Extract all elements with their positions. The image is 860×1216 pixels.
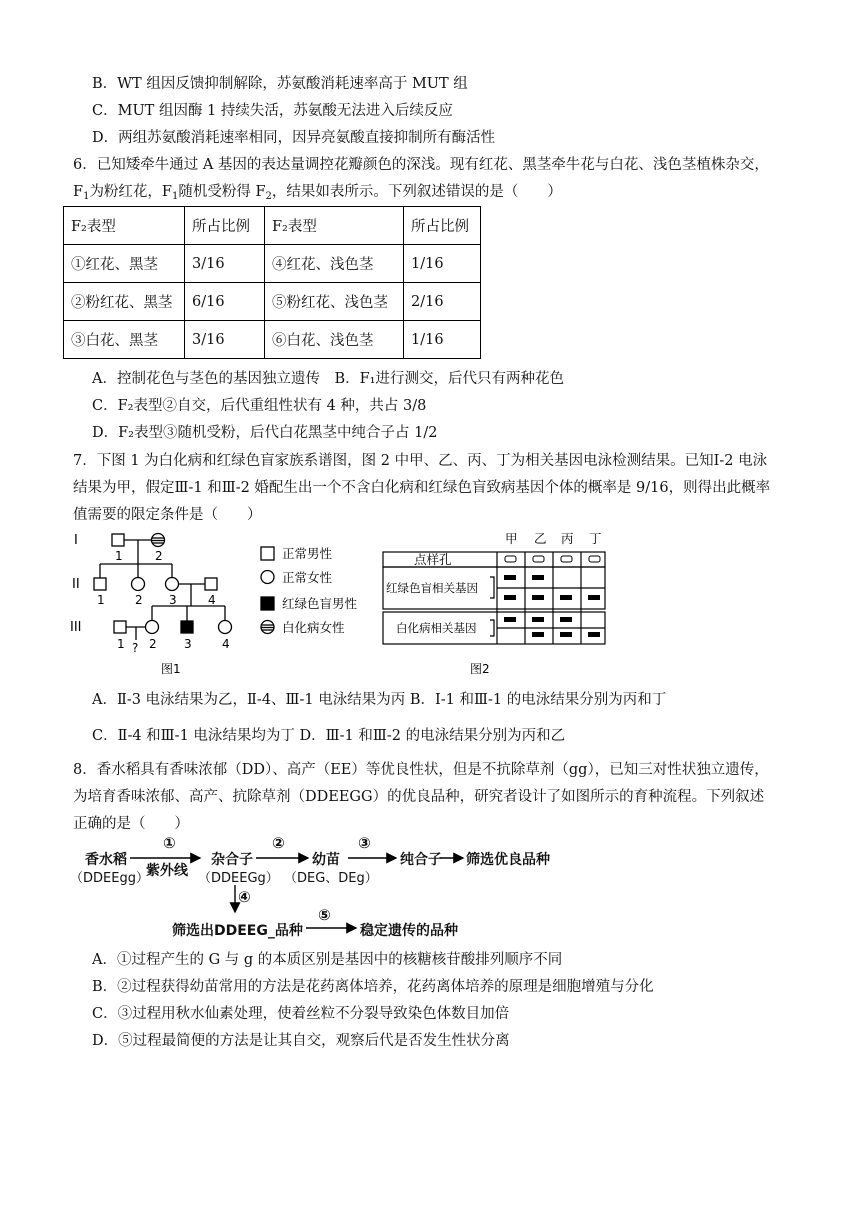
band [560,632,572,637]
individual-number: 3 [169,593,177,607]
well [505,556,516,562]
individual-number: 1 [117,637,125,651]
legend-colorblind-male-icon [261,597,274,610]
band [532,617,544,622]
flow-node-fragrant-rice: 香水稻 [85,852,127,868]
step-1-marker: ① [163,834,176,852]
band [532,595,544,600]
step-4-marker: ④ [238,888,251,906]
pedigree-II4-normal-male [205,578,217,590]
table-cell: 1/16 [404,245,481,283]
table-header-cell: F₂表型 [64,207,185,245]
unknown-offspring: ? [132,641,139,655]
fig1-caption: 图1 [161,662,181,676]
q7-options-ab: A．Ⅱ-3 电泳结果为乙，Ⅱ-4、Ⅲ-1 电泳结果为丙 B．Ⅰ-1 和Ⅲ-1 的电泳结果分别为丙和丁 [92,692,667,708]
flow-node-select-ddeeg: 筛选出DDEEG_品种 [172,923,303,939]
pedigree-III1-normal-male [114,621,126,633]
table-cell: ①红花、黑茎 [64,245,185,283]
table-header-cell: F₂表型 [265,207,404,245]
gen-label: II [72,577,80,592]
pedigree-III3-colorblind-male [181,621,193,633]
flow-node-select-best: 筛选优良品种 [466,852,550,868]
q7-stem-line2: 结果为甲，假定Ⅲ-1 和Ⅲ-2 婚配生出一个不含白化病和红绿色盲致病基因个体的概率是 9/16，则得出此概率 [73,480,771,496]
band [560,595,572,600]
q6-option-d: D．F₂表型③随机受粉，后代白花黑茎中纯合子占 1/2 [92,425,438,441]
table-header-cell: 所占比例 [404,207,481,245]
individual-number: 4 [222,637,230,651]
step-3-marker: ③ [358,834,371,852]
table-cell: ②粉红花、黑茎 [64,283,185,321]
flow-uv-label: 紫外线 [146,863,188,879]
step-5-marker: ⑤ [318,906,331,924]
electrophoresis-figure [380,530,620,680]
q8-option-b: B．②过程获得幼苗常用的方法是花药离体培养，花药离体培养的原理是细胞增殖与分化 [92,979,654,995]
band [560,617,572,622]
flow-genotype: （DDEEGg） [198,871,279,886]
step-2-marker: ② [272,834,285,852]
table-cell: 6/16 [185,283,265,321]
flow-node-stable-variety: 稳定遗传的品种 [360,923,458,939]
band [532,632,544,637]
q5-option-c: C．MUT 组因酶 1 持续失活，苏氨酸无法进入后续反应 [92,103,453,119]
individual-number: 2 [155,549,163,563]
table-cell: 3/16 [185,245,265,283]
band [504,575,516,580]
legend-normal-male-icon [261,547,274,560]
individual-number: 2 [149,637,157,651]
flow-node-heterozygote: 杂合子 [211,852,253,868]
table-cell: 2/16 [404,283,481,321]
well [589,556,600,562]
table-cell: ③白花、黑茎 [64,321,185,359]
q6-options-ab: A．控制花色与茎色的基因独立遗传 B．F₁进行测交，后代只有两种花色 [92,371,564,387]
lane-label: 丁 [589,531,602,546]
lane-label: 甲 [505,531,518,546]
q8-stem-line1: 8．香水稻具有香味浓郁（DD）、高产（EE）等优良性状，但是不抗除草剂（gg），已知三对性状独立遗传， [73,762,769,778]
pedigree-figure [68,530,378,680]
q8-option-a: A．①过程产生的 G 与 g 的本质区别是基因中的核糖核苷酸排列顺序不同 [92,952,563,968]
q6-stem-line2: $F_1$为粉红花，$F_1$随机受粉得 $F_2$，结果如表所示。下列叙述错误的是（ ） [73,184,562,202]
q6-option-c: C．F₂表型②自交，后代重组性状有 4 种，共占 3/8 [92,398,427,414]
table-row [64,245,481,283]
pedigree-II1-normal-male [94,578,106,590]
band [504,617,516,622]
row-label-wells: 点样孔 [414,552,452,567]
legend-normal-female-icon [261,571,274,584]
flow-genotype: （DEG、DEg） [284,871,378,886]
q6-stem-line1: 6．已知矮牵牛通过 A 基因的表达量调控花瓣颜色的深浅。现有红花、黑茎牵牛花与白花、浅色茎植株杂交， [73,157,769,173]
row-label-colorblind-gene: 红绿色盲相关基因 [386,581,478,595]
table-row [64,321,481,359]
well [561,556,572,562]
q8-stem-line3: 正确的是（ ） [73,816,189,832]
table-cell: ④红花、浅色茎 [265,245,404,283]
q8-option-c: C．③过程用秋水仙素处理，使着丝粒不分裂导致染色体数目加倍 [92,1006,510,1022]
lane-label: 乙 [534,531,547,546]
table-header-cell: 所占比例 [185,207,265,245]
individual-number: 3 [184,637,192,651]
lane-label: 丙 [561,531,574,546]
gen-label: III [70,620,82,635]
well [533,556,544,562]
band [532,575,544,580]
table-cell: ⑤粉红花、浅色茎 [265,283,404,321]
pedigree-III2-normal-female [146,621,159,634]
table-cell: 1/16 [404,321,481,359]
q8-option-d: D．⑤过程最简便的方法是让其自交，观察后代是否发生性状分离 [92,1033,510,1049]
table-header-row [64,207,481,245]
q7-stem-line1: 7．下图 1 为白化病和红绿色盲家族系谱图，图 2 中甲、乙、丙、丁为相关基因电泳检测结果。已知Ⅰ-2 电泳 [73,453,768,469]
legend-label: 正常男性 [282,546,333,561]
individual-number: 4 [208,593,216,607]
band [504,595,516,600]
q7-options-cd: C．Ⅱ-4 和Ⅲ-1 电泳结果均为丁 D．Ⅲ-1 和Ⅲ-2 的电泳结果分别为丙和乙 [92,728,566,744]
q8-stem-line2: 为培育香味浓郁、高产、抗除草剂（DDEEGG）的优良品种，研究者设计了如图所示的育种流程。下列叙述 [73,789,765,805]
pedigree-II2-normal-female [132,578,145,591]
table-row [64,283,481,321]
pedigree-II3-normal-female [166,578,179,591]
pedigree-III4-normal-female [219,621,232,634]
q7-stem-line3: 值需要的限定条件是（ ） [73,507,262,523]
q5-option-d: D．两组苏氨酸消耗速率相同，因异亮氨酸直接抑制所有酶活性 [92,130,496,146]
band [588,632,600,637]
fig2-caption: 图2 [470,662,490,676]
legend-label: 红绿色盲男性 [282,596,358,611]
row-label-albino-gene: 白化病相关基因 [396,621,477,635]
q6-phenotype-table [63,206,481,359]
flow-node-seedling: 幼苗 [312,852,340,868]
table-cell: ⑥白花、浅色茎 [265,321,404,359]
flow-node-homozygote: 纯合子 [400,852,442,868]
q5-option-b: B．WT 组因反馈抑制解除，苏氨酸消耗速率高于 MUT 组 [92,76,468,92]
flow-genotype: （DDEEgg） [70,871,149,886]
legend-label: 正常女性 [282,570,333,585]
individual-number: 1 [115,549,123,563]
band [588,595,600,600]
legend-label: 白化病女性 [282,620,345,635]
gen-label: I [74,533,78,548]
individual-number: 2 [135,593,143,607]
individual-number: 1 [97,593,105,607]
pedigree-I1-normal-male [112,534,124,546]
table-cell: 3/16 [185,321,265,359]
